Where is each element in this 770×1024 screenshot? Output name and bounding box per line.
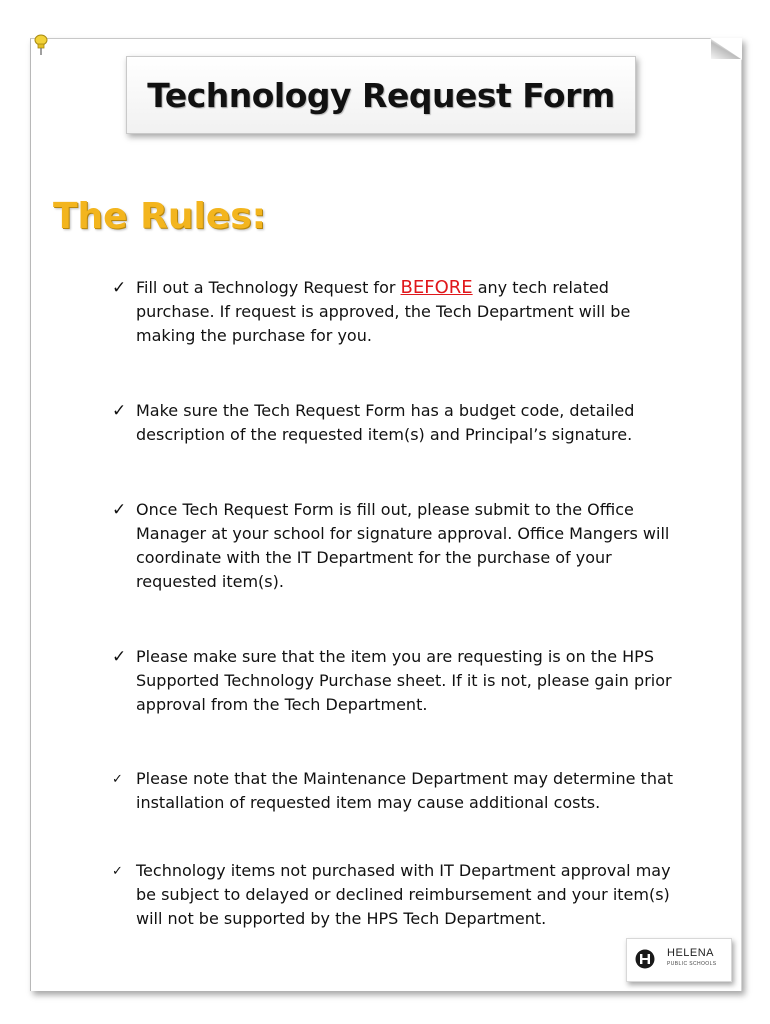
checkmark-icon: ✓ bbox=[112, 278, 127, 298]
checkmark-icon: ✓ bbox=[112, 772, 123, 787]
page-title: Technology Request Form bbox=[147, 75, 615, 115]
title-box bbox=[126, 56, 636, 134]
rule-item-4 bbox=[112, 645, 692, 717]
logo-name: HELENA bbox=[667, 947, 715, 959]
pushpin-icon bbox=[32, 34, 50, 56]
rule-text: Technology items not purchased with IT Department approval may be subject to delayed or declined reimbursement and your item(s) will not be supported by the HPS Tech Department. bbox=[136, 861, 671, 928]
rule-item-5 bbox=[112, 767, 692, 815]
helena-public-schools-logo bbox=[626, 938, 732, 982]
checkmark-icon: ✓ bbox=[112, 500, 127, 520]
rule-text: Once Tech Request Form is fill out, please submit to the Office Manager at your school for signature approval. Office Mangers will coordinate with the IT Department for the purchase of your requested item(s). bbox=[136, 500, 670, 591]
rule-text: Please make sure that the item you are requesting is on the HPS Supported Technology Purchase sheet. If it is not, please gain prior approval from the Tech Department. bbox=[136, 647, 672, 714]
rule-text: Fill out a Technology Request for BEFORE any tech related purchase. If request is approved, the Tech Department will be making the purchase for you. bbox=[136, 277, 631, 345]
rule-item-3 bbox=[112, 498, 692, 594]
rules-heading: The Rules: bbox=[53, 196, 267, 237]
checkmark-icon: ✓ bbox=[112, 864, 123, 879]
before-emphasis: BEFORE bbox=[400, 277, 473, 298]
rule-text: Make sure the Tech Request Form has a budget code, detailed description of the requested item(s) and Principal’s signature. bbox=[136, 401, 635, 444]
checkmark-icon: ✓ bbox=[112, 401, 127, 421]
rule-item-6 bbox=[112, 859, 692, 931]
logo-subtitle: PUBLIC SCHOOLS bbox=[667, 961, 717, 967]
rule-text: Please note that the Maintenance Department may determine that installation of requested item may cause additional costs. bbox=[136, 769, 674, 812]
rule-item-1 bbox=[112, 276, 692, 348]
rule-item-2 bbox=[112, 399, 692, 447]
helena-logo-icon bbox=[635, 949, 655, 969]
checkmark-icon: ✓ bbox=[112, 647, 127, 667]
